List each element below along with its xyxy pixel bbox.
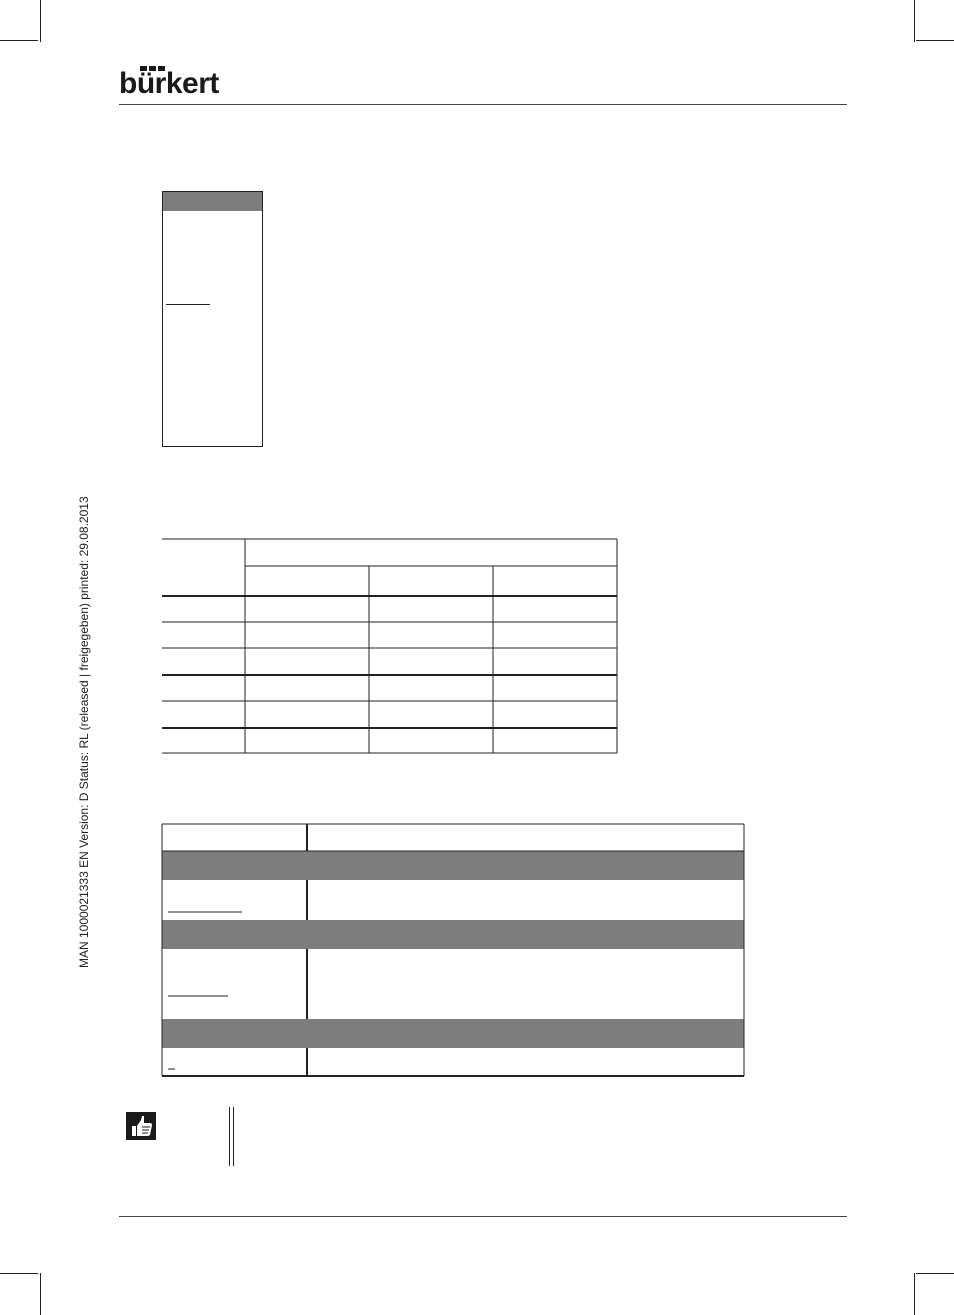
table-2-band-2 bbox=[162, 920, 744, 949]
document-status-note: MAN 1000021333 EN Version: D Status: RL (released | freigegeben) printed: 29.08.2013 bbox=[77, 496, 91, 968]
table-2-band-1 bbox=[162, 851, 744, 880]
footer-rule bbox=[119, 1216, 847, 1217]
tip-divider-2 bbox=[233, 1107, 234, 1166]
table-2-band-3 bbox=[162, 1019, 744, 1048]
brand-name: bürkert bbox=[119, 67, 219, 100]
tip-divider-1 bbox=[229, 1107, 230, 1166]
thumbs-up-icon bbox=[126, 1112, 156, 1140]
